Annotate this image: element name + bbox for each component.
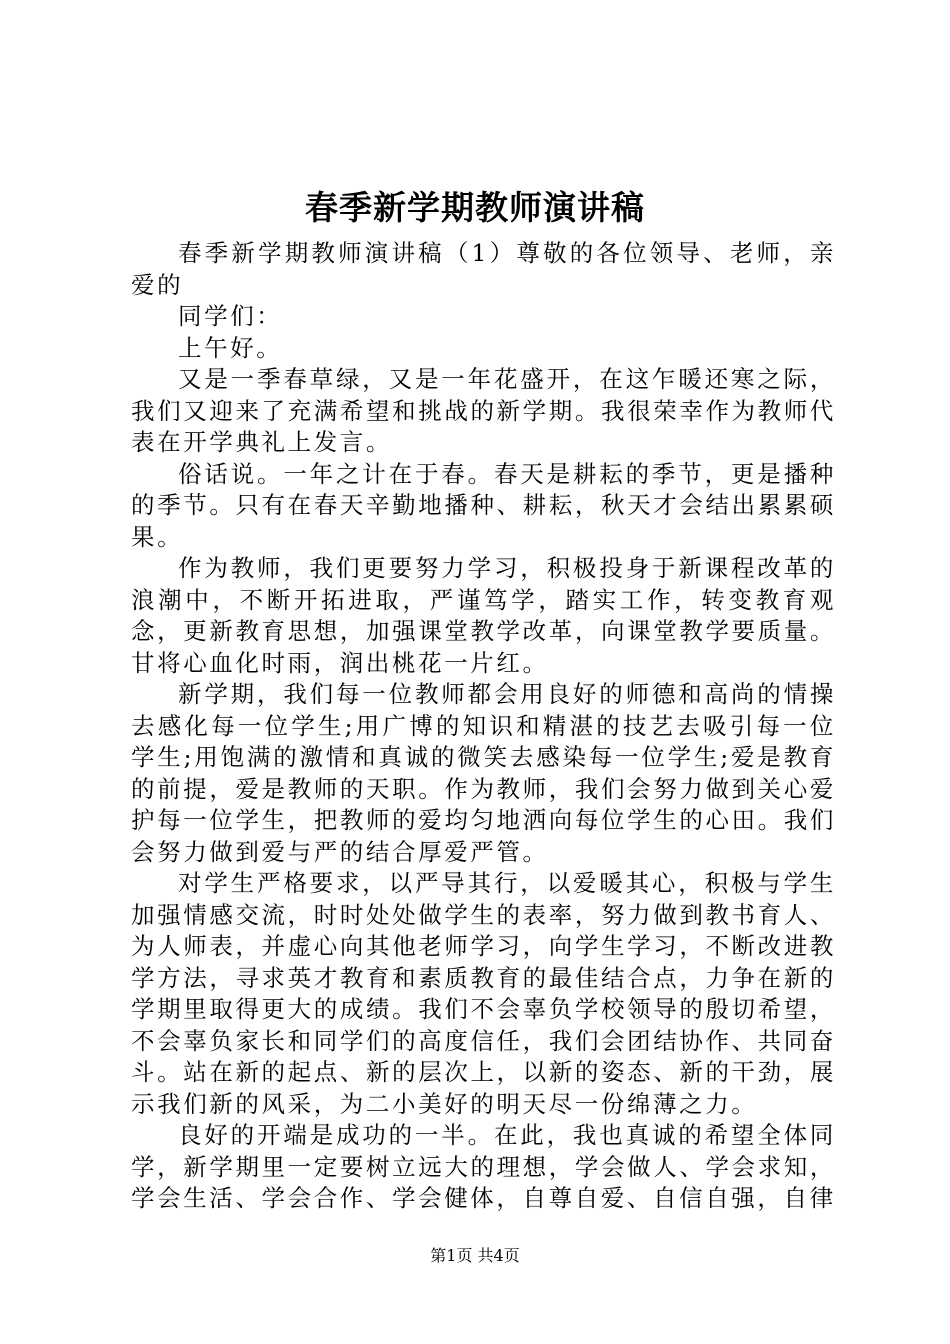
paragraph: 作为教师，我们更要努力学习，积极投身于新课程改革的浪潮中，不断开拓进取，严谨笃学，踏实工作，转变教育观念，更新教育思想，加强课堂教学改革，向课堂教学要质量。甘将心血化时雨，润出桃花一片红。 <box>131 554 836 677</box>
document-body <box>131 238 836 1215</box>
paragraph: 对学生严格要求，以严导其行，以爱暖其心，积极与学生加强情感交流，时时处处做学生的表率，努力做到教书育人、为人师表，并虚心向其他老师学习，向学生学习，不断改进教学方法，寻求英才教育和素质教育的最佳结合点，力争在新的学期里取得更大的成绩。我们不会辜负学校领导的殷切希望，不会辜负家长和同学们的高度信任，我们会团结协作、共同奋斗。站在新的起点、新的层次上，以新的姿态、新的干劲，展示我们新的风采，为二小美好的明天尽一份绵薄之力。 <box>131 869 836 1118</box>
paragraph: 同学们： <box>178 302 283 330</box>
paragraph: 又是一季春草绿，又是一年花盛开，在这乍暖还寒之际，我们又迎来了充满希望和挑战的新学期。我很荣幸作为教师代表在开学典礼上发言。 <box>131 365 836 456</box>
page-footer: 第1页 共4页 <box>430 1246 520 1265</box>
paragraph: 新学期，我们每一位教师都会用良好的师德和高尚的情操去感化每一位学生;用广博的知识和精湛的技艺去吸引每一位学生;用饱满的激情和真诚的微笑去感染每一位学生;爱是教育的前提，爱是教师的天职。作为教师，我们会努力做到关心爱护每一位学生，把教师的爱均匀地洒向每位学生的心田。我们会努力做到爱与严的结合厚爱严管。 <box>131 680 836 866</box>
paragraph: 春季新学期教师演讲稿（1）尊敬的各位领导、老师，亲爱的 <box>131 239 836 299</box>
document-title: 春季新学期教师演讲稿 <box>305 188 645 227</box>
paragraph: 俗话说。一年之计在于春。春天是耕耘的季节，更是播种的季节。只有在春天辛勤地播种、耕耘，秋天才会结出累累硕果。 <box>131 459 836 551</box>
paragraph: 上午好。 <box>178 333 283 362</box>
paragraph: 良好的开端是成功的一半。在此，我也真诚的希望全体同学，新学期里一定要树立远大的理想，学会做人、学会求知，学会生活、学会合作、学会健体，自尊自爱、自信自强，自律 <box>131 1121 836 1212</box>
